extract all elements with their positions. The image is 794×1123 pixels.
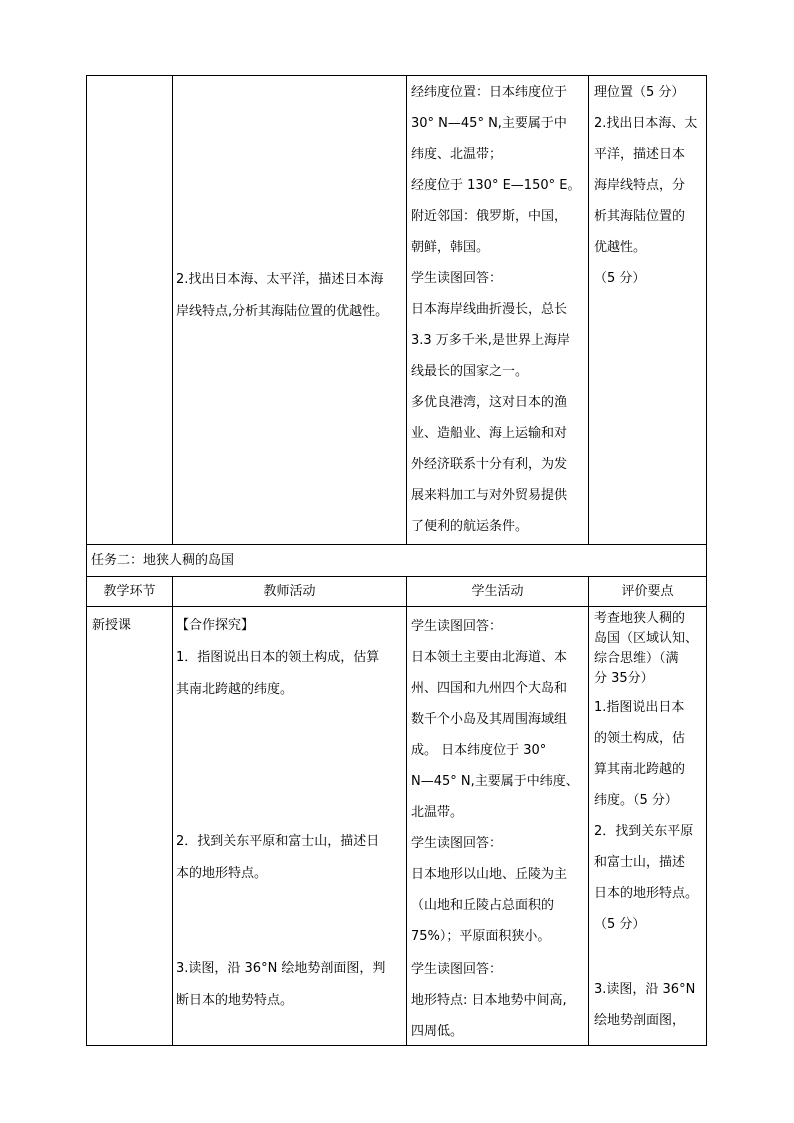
text-line: 的领土构成，估 [594,731,686,746]
text-line: 考查地狭人稠的 [594,611,686,626]
text-line: 数千个小岛及其周围海域组 [411,712,568,727]
task-title: 任务二：地狭人稠的岛国 [91,553,235,568]
text-line: 朝鲜，韩国。 [411,240,490,255]
column-divider [588,75,589,544]
header-student: 学生活动 [471,584,524,599]
text-line: 2．找到关东平原 [594,824,694,839]
table-border-bottom [86,1045,707,1046]
text-line: （5 分） [594,271,646,286]
text-line: 1.指图说出日本 [594,700,685,715]
text-line: 学生读图回答： [411,962,503,977]
text-line: （5 分） [594,917,646,932]
text-line: 纬度。（5 分） [594,793,678,808]
text-line: 3.读图，沿 36°N 绘地势剖面图，判 [176,961,386,976]
text-line: 3.读图，沿 36°N [594,982,696,997]
evaluation-group-2 [594,692,706,940]
text-line: 海岸线特点，分 [594,178,686,193]
text-line: 分 35分） [594,671,654,686]
table-border-left [86,75,87,1046]
evaluation-group-1 [594,609,706,689]
text-line: 学生读图回答： [411,271,503,286]
text-line: 学生读图回答： [411,836,503,851]
column-divider [588,576,589,1046]
text-line: 北温带。 [411,805,464,820]
teacher-group-2 [176,826,406,890]
text-line: 纬度、北温带； [411,147,503,162]
student-group-3 [411,954,587,1047]
evaluation-group-3 [594,974,706,1036]
student-group-1 [411,611,587,828]
text-line: 展来料加工与对外贸易提供 [411,488,568,503]
teacher-group-1 [176,610,406,706]
text-line: 岸线特点,分析其海陆位置的优越性。 [176,304,389,319]
text-line: 1．指图说出日本的领土构成，估算 [176,650,380,665]
text-line: 日本地形以山地、丘陵为主 [411,867,568,882]
table-border-top [86,75,707,76]
stage-label: 新授课 [92,618,132,633]
top-teacher-cell [176,264,406,328]
table-border-right [706,75,707,1046]
column-divider [406,75,407,544]
text-line: N—45° N,主要属于中纬度、 [411,774,579,789]
text-line: 日本领土主要由北海道、本 [411,650,568,665]
text-line: 线最长的国家之一。 [411,364,529,379]
student-group-2 [411,828,587,952]
text-line: 多优良港湾，这对日本的渔 [411,395,568,410]
header-stage: 教学环节 [103,584,156,599]
text-line: 州、四国和九州四个大岛和 [411,681,568,696]
text-line: 附近邻国：俄罗斯，中国， [411,209,568,224]
text-line: 理位置（5 分） [594,85,685,100]
text-line: 成。 日本纬度位于 30° [411,743,547,758]
text-line: 本的地形特点。 [176,866,268,881]
text-line: 析其海陆位置的 [594,209,686,224]
text-line: 外经济联系十分有利，为发 [411,457,568,472]
text-line: 绘地势剖面图， [594,1013,686,1028]
column-divider [406,576,407,1046]
column-divider [172,75,173,544]
text-line: 其南北跨越的纬度。 [176,682,294,697]
text-line: 3.3 万多千米,是世界上海岸 [411,333,570,348]
text-line: 经度位于 130° E—150° E。 [411,178,581,193]
text-line: 日本海岸线曲折漫长，总长 [411,302,568,317]
text-line: 学生读图回答： [411,619,503,634]
text-line: （山地和丘陵占总面积的 [411,898,555,913]
text-line: 断日本的地势特点。 [176,993,294,1008]
text-line: 日本的地形特点。 [594,886,699,901]
text-line: 2.找出日本海、太平洋，描述日本海 [176,272,384,287]
text-line: 30° N—45° N,主要属于中 [411,116,567,131]
text-line: 地形特点: 日本地势中间高, [411,993,567,1008]
header-evaluation: 评价要点 [621,584,674,599]
top-evaluation-cell [594,77,706,294]
text-line: 了便利的航运条件。 [411,519,529,534]
text-line: 2．找到关东平原和富士山，描述日 [176,834,380,849]
text-line: 业、造船业、海上运输和对 [411,426,568,441]
text-line: 优越性。 [594,240,647,255]
text-line: 算其南北跨越的 [594,762,686,777]
text-line: 和富士山，描述 [594,855,686,870]
text-line: 岛国（区域认知、 [594,631,699,646]
text-line: 综合思维）（满 [594,651,679,666]
text-line: 平洋，描述日本 [594,147,686,162]
text-line: 【合作探究】 [176,618,255,633]
teacher-group-3 [176,953,406,1017]
text-line: 四周低。 [411,1024,464,1039]
text-line: 2.找出日本海、太 [594,116,698,131]
column-divider [172,576,173,1046]
text-line: 75%）；平原面积狭小。 [411,929,551,944]
text-line: 经纬度位置：日本纬度位于 [411,85,568,100]
top-student-cell [411,77,587,542]
header-teacher: 教师活动 [263,584,316,599]
